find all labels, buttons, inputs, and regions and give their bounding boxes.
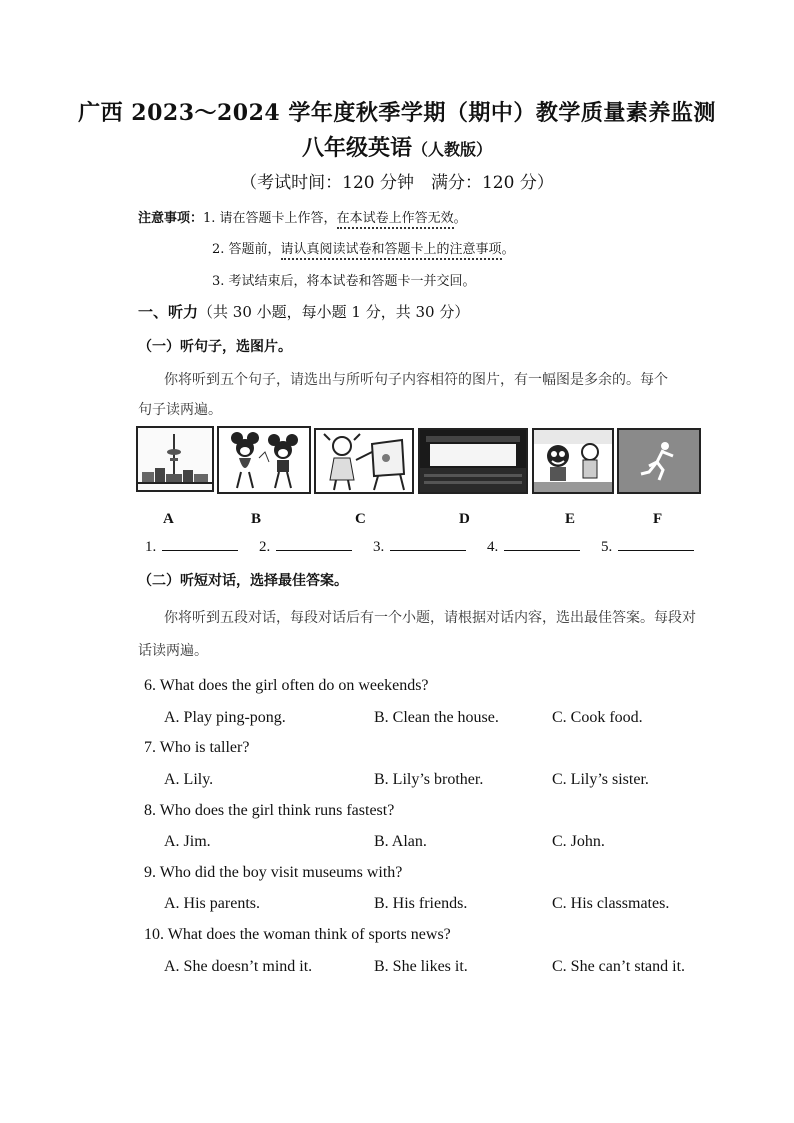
picture-label-a: A bbox=[163, 511, 174, 527]
question-10-option-a[interactable]: A. She doesn’t mind it. bbox=[164, 958, 313, 975]
section2-instruction-line1: 你将听到五段对话，每段对话后有一个小题，请根据对话内容，选出最佳答案。每段对 bbox=[164, 610, 696, 626]
answer-blank-4[interactable] bbox=[487, 538, 580, 556]
picture-b bbox=[217, 426, 311, 494]
section2-title: （二）听短对话，选择最佳答案。 bbox=[138, 573, 348, 589]
question-9-option-a[interactable]: A. His parents. bbox=[164, 895, 260, 912]
running-woman-icon bbox=[619, 430, 699, 492]
blank-line[interactable] bbox=[162, 538, 238, 551]
question-7-option-c[interactable]: C. Lily’s sister. bbox=[552, 771, 649, 788]
question-6-stem: 6. What does the girl often do on weekends? bbox=[144, 677, 429, 694]
note-2-prefix: 2. 答题前， bbox=[212, 242, 281, 257]
blank-number: 4. bbox=[487, 539, 499, 555]
section1-title: （一）听句子，选图片。 bbox=[138, 339, 292, 355]
girl-painting-icon bbox=[316, 430, 412, 492]
blank-line[interactable] bbox=[276, 538, 352, 551]
part1-heading-label: 一、听力 bbox=[138, 303, 199, 321]
note-item-2 bbox=[212, 238, 515, 257]
part1-heading-detail: （共 30 小题，每小题 1 分，共 30 分） bbox=[198, 303, 470, 321]
note-1-emphasis: 在本试卷上作答无效 bbox=[337, 211, 454, 229]
picture-label-c: C bbox=[355, 511, 366, 527]
question-7-stem: 7. Who is taller? bbox=[144, 739, 250, 756]
blank-number: 2. bbox=[259, 539, 271, 555]
picture-a bbox=[136, 426, 214, 492]
note-2-suffix: 。 bbox=[501, 242, 515, 257]
tower-skyline-icon bbox=[138, 428, 212, 490]
exam-subtitle bbox=[0, 131, 794, 162]
picture-d bbox=[418, 428, 528, 494]
picture-label-b: B bbox=[251, 511, 262, 527]
question-9-stem: 9. Who did the boy visit museums with? bbox=[144, 864, 403, 881]
picture-label-d: D bbox=[459, 511, 470, 527]
question-10-option-c[interactable]: C. She can’t stand it. bbox=[552, 958, 686, 975]
note-item-3: 3. 考试结束后，将本试卷和答题卡一并交回。 bbox=[212, 274, 476, 289]
question-8-option-b[interactable]: B. Alan. bbox=[374, 833, 427, 850]
question-8-option-a[interactable]: A. Jim. bbox=[164, 833, 211, 850]
exam-title: 广西 2023～2024 学年度秋季学期（期中）教学质量素养监测 bbox=[78, 100, 716, 126]
question-6-option-c[interactable]: C. Cook food. bbox=[552, 709, 643, 726]
picture-e bbox=[532, 428, 614, 494]
blank-line[interactable] bbox=[390, 538, 466, 551]
question-10-stem: 10. What does the woman think of sports news? bbox=[144, 926, 451, 943]
picture-c bbox=[314, 428, 414, 494]
question-9-option-c[interactable]: C. His classmates. bbox=[552, 895, 670, 912]
part1-heading bbox=[138, 301, 469, 322]
question-6-option-a[interactable]: A. Play ping-pong. bbox=[164, 709, 286, 726]
section1-instruction-line2: 句子读两遍。 bbox=[138, 402, 222, 418]
edition-label: （人教版） bbox=[412, 140, 493, 159]
question-7-option-a[interactable]: A. Lily. bbox=[164, 771, 214, 788]
subject-title: 八年级英语 bbox=[301, 135, 412, 161]
answer-blank-5[interactable] bbox=[601, 538, 694, 556]
blank-line[interactable] bbox=[504, 538, 580, 551]
question-6-option-b[interactable]: B. Clean the house. bbox=[374, 709, 499, 726]
picture-label-f: F bbox=[653, 511, 663, 527]
blank-line[interactable] bbox=[618, 538, 694, 551]
section1-instruction-line1: 你将听到五个句子，请选出与所听句子内容相符的图片，有一幅图是多余的。每个 bbox=[164, 372, 668, 388]
exam-info: （考试时间：120 分钟 满分：120 分） bbox=[240, 173, 554, 193]
notes-label: 注意事项： bbox=[138, 211, 204, 226]
question-9-option-b[interactable]: B. His friends. bbox=[374, 895, 468, 912]
blank-number: 5. bbox=[601, 539, 613, 555]
answer-blank-1[interactable] bbox=[145, 538, 238, 556]
note-2-emphasis: 请认真阅读试卷和答题卡上的注意事项 bbox=[281, 242, 502, 260]
answer-blank-3[interactable] bbox=[373, 538, 466, 556]
question-8-option-c[interactable]: C. John. bbox=[552, 833, 605, 850]
cartoon-characters-icon bbox=[534, 430, 612, 492]
question-7-option-b[interactable]: B. Lily’s brother. bbox=[374, 771, 484, 788]
mickey-minnie-icon bbox=[219, 428, 309, 492]
answer-blank-2[interactable] bbox=[259, 538, 352, 556]
note-1-suffix: 。 bbox=[453, 211, 467, 226]
question-10-option-b[interactable]: B. She likes it. bbox=[374, 958, 468, 975]
picture-label-e: E bbox=[565, 511, 576, 527]
note-1-prefix: 1. 请在答题卡上作答， bbox=[203, 211, 337, 226]
question-8-stem: 8. Who does the girl think runs fastest? bbox=[144, 802, 395, 819]
blank-number: 1. bbox=[145, 539, 157, 555]
picture-f bbox=[617, 428, 701, 494]
section2-instruction-line2: 话读两遍。 bbox=[138, 643, 208, 659]
cinema-screen-icon bbox=[420, 430, 526, 492]
note-item-1 bbox=[138, 207, 467, 226]
blank-number: 3. bbox=[373, 539, 385, 555]
